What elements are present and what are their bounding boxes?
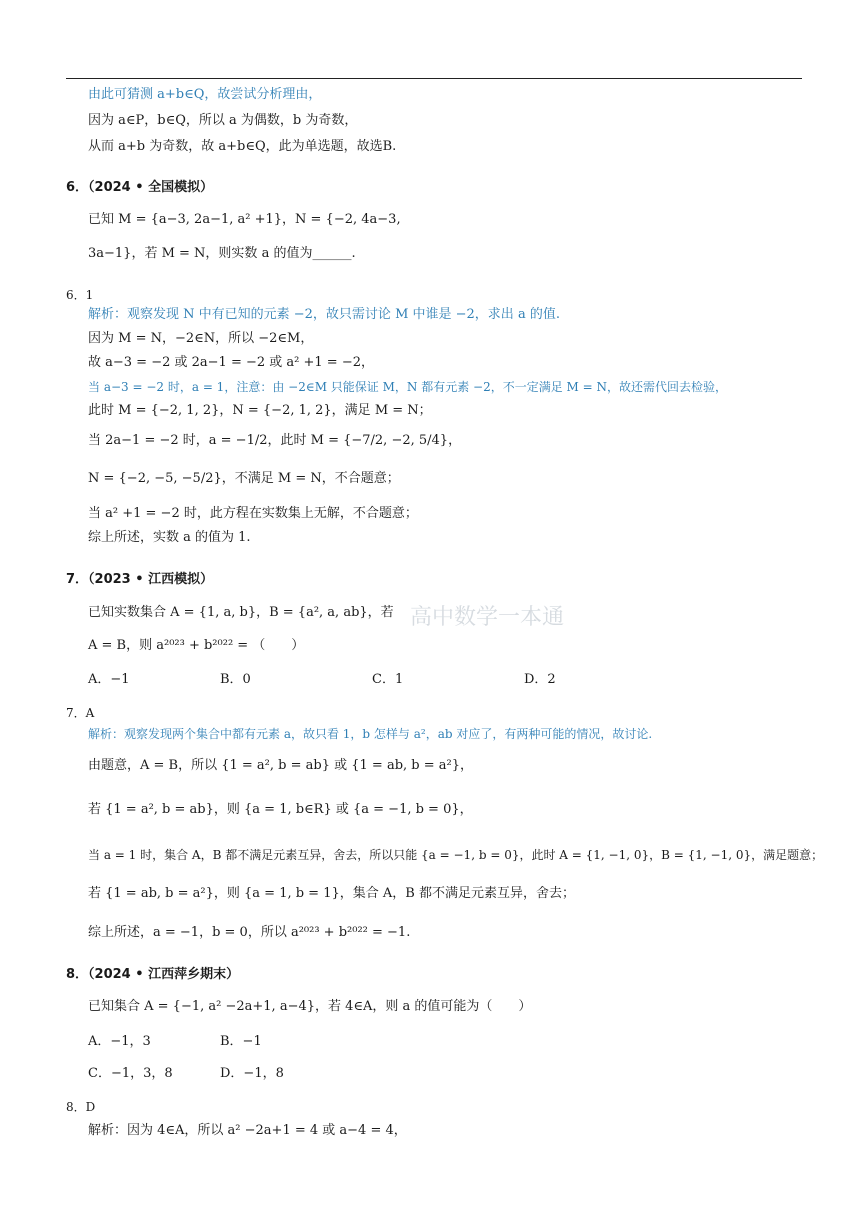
question-text: 已知集合 A = {−1, a² −2a+1, a−4}，若 4∈A，则 a 的值可能为（ ）	[88, 999, 532, 1014]
solution-line: 由题意，A = B，所以 {1 = a², b = ab} 或 {1 = ab, b = a²}，	[88, 758, 473, 773]
solution-line: 当 a² +1 = −2 时，此方程在实数集上无解，不合题意；	[88, 506, 418, 521]
solution-line: 若 {1 = ab, b = a²}，则 {a = 1, b = 1}，集合 A，B 都不满足元素互异，舍去；	[88, 886, 575, 901]
question-heading: 6．（2024 • 全国模拟）	[66, 180, 214, 195]
solution-line: 综上所述，实数 a 的值为 1.	[88, 530, 251, 545]
solution-line: 当 a−3 = −2 时，a = 1，注意：由 −2∈M 只能保证 M，N 都有元素 −2，不一定满足 M = N，故还需代回去检验，	[88, 380, 728, 394]
solution-line: 此时 M = {−2, 1, 2}，N = {−2, 1, 2}，满足 M = N；	[88, 403, 432, 418]
solution-line: 解析：观察发现两个集合中都有元素 a，故只看 1，b 怎样与 a²，ab 对应了，有两种可能的情况，故讨论.	[88, 727, 653, 741]
answer-number: 8．D	[66, 1100, 96, 1114]
option-a: A．−1，3	[88, 1034, 151, 1049]
header-rule	[66, 78, 802, 79]
question-heading: 8．（2024 • 江西萍乡期末）	[66, 967, 240, 982]
text-line: 由此可猜测 a+b∈Q，故尝试分析理由，	[88, 87, 322, 102]
option-b: B．0	[220, 672, 251, 687]
answer-number: 6．1	[66, 288, 94, 302]
option-b: B．−1	[220, 1034, 262, 1049]
solution-line: 综上所述，a = −1，b = 0，所以 a²⁰²³ + b²⁰²² = −1.	[88, 925, 411, 940]
question-text: 已知 M = {a−3, 2a−1, a² +1}，N = {−2, 4a−3,	[88, 212, 401, 227]
option-d: D．−1，8	[220, 1066, 284, 1081]
option-c: C．1	[372, 672, 404, 687]
answer-number: 7．A	[66, 706, 95, 720]
watermark: 高中数学一本通	[410, 605, 565, 630]
solution-line: 若 {1 = a², b = ab}，则 {a = 1, b∈R} 或 {a = −1, b = 0}，	[88, 802, 473, 817]
question-heading: 7．（2023 • 江西模拟）	[66, 572, 214, 587]
option-d: D．2	[524, 672, 556, 687]
question-text: 3a−1}，若 M = N，则实数 a 的值为______.	[88, 246, 356, 261]
option-a: A．−1	[88, 672, 130, 687]
option-c: C．−1，3，8	[88, 1066, 173, 1081]
solution-line: 当 a = 1 时，集合 A，B 都不满足元素互异，舍去，所以只能 {a = −1, b = 0}，此时 A = {1, −1, 0}，B = {1, −1, 0}，满足题意；	[88, 848, 824, 862]
solution-line: 当 2a−1 = −2 时，a = −1/2，此时 M = {−7/2, −2, 5/4}，	[88, 433, 462, 448]
text-line: 从而 a+b 为奇数，故 a+b∈Q，此为单选题，故选B.	[88, 139, 397, 154]
solution-line: N = {−2, −5, −5/2}，不满足 M = N，不合题意；	[88, 471, 400, 486]
question-text: A = B，则 a²⁰²³ + b²⁰²² = （ ）	[88, 638, 305, 653]
solution-line: 因为 M = N，−2∈N，所以 −2∈M，	[88, 331, 314, 346]
solution-line: 解析：观察发现 N 中有已知的元素 −2，故只需讨论 M 中谁是 −2，求出 a 的值.	[88, 307, 560, 322]
solution-line: 故 a−3 = −2 或 2a−1 = −2 或 a² +1 = −2，	[88, 355, 374, 370]
text-line: 因为 a∈P，b∈Q，所以 a 为偶数，b 为奇数，	[88, 113, 358, 128]
question-text: 已知实数集合 A = {1, a, b}，B = {a², a, ab}，若	[88, 605, 394, 620]
solution-line: 解析：因为 4∈A，所以 a² −2a+1 = 4 或 a−4 = 4，	[88, 1123, 407, 1138]
